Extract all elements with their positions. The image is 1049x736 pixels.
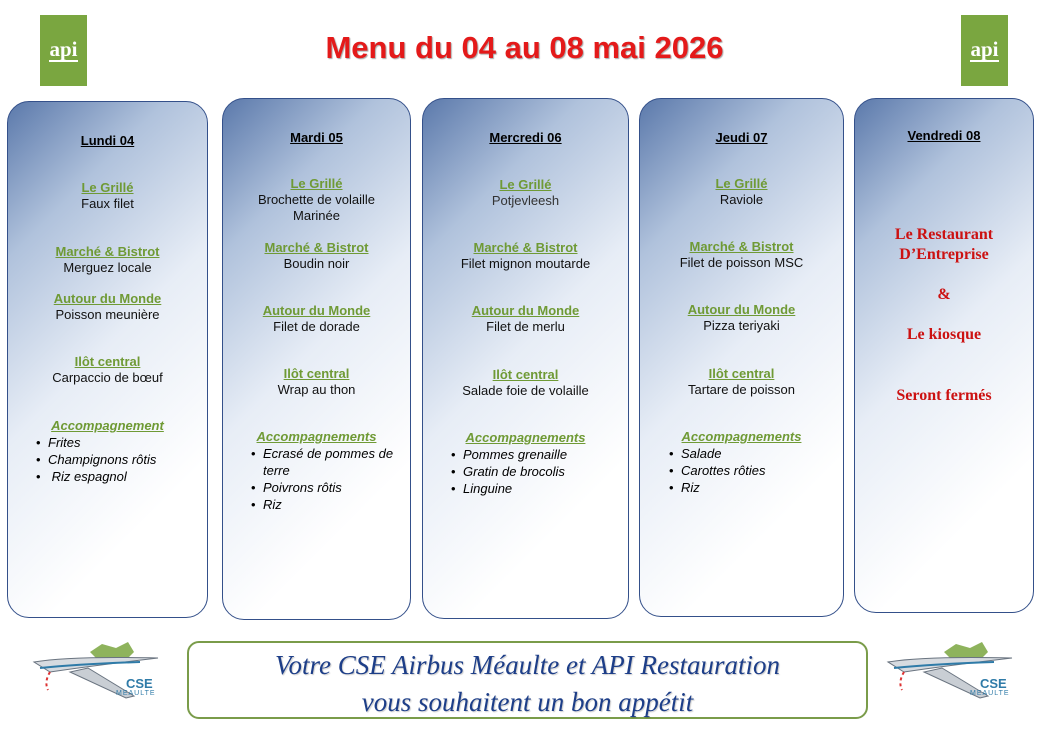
section-grille xyxy=(423,177,628,209)
section-monde xyxy=(223,303,410,335)
section-bistrot xyxy=(640,239,843,271)
dish: Wrap au thon xyxy=(277,382,356,397)
list-item: • Ecrasé de pommes de terre xyxy=(251,445,406,479)
dish: Potjevleesh xyxy=(491,193,560,208)
list-item: • Carottes rôties xyxy=(669,462,766,479)
section-ilot xyxy=(223,366,410,398)
section-monde xyxy=(640,302,843,334)
section-grille xyxy=(223,176,410,224)
dish: Filet de dorade xyxy=(273,319,360,334)
dish: Filet mignon moutarde xyxy=(460,256,591,271)
day-card-monday xyxy=(7,101,208,618)
dish: Filet de poisson MSC xyxy=(679,255,804,270)
day-card-friday xyxy=(854,98,1034,613)
list-item: • Riz xyxy=(669,479,766,496)
cse-logo-right xyxy=(884,638,1009,706)
section-accompagnement xyxy=(423,430,628,446)
side-dish-list xyxy=(251,445,406,513)
dish: Carpaccio de bœuf xyxy=(52,370,163,385)
section-heading: Ilôt central xyxy=(708,366,775,381)
cse-logo-subtext: MEAULTE xyxy=(116,690,156,697)
section-heading: Ilôt central xyxy=(283,366,350,381)
section-heading: Le Grillé xyxy=(715,176,768,191)
day-card-tuesday xyxy=(222,98,411,620)
day-name: Mardi 05 xyxy=(290,130,343,145)
section-heading: Marché & Bistrot xyxy=(55,244,160,259)
section-heading: Autour du Monde xyxy=(53,291,162,306)
dish: Poisson meunière xyxy=(55,307,160,322)
section-bistrot xyxy=(8,244,207,276)
cse-logo-text: CSE xyxy=(980,676,1007,691)
dish: Boudin noir xyxy=(283,256,350,271)
list-item: • Linguine xyxy=(451,480,567,497)
list-item: • Frites xyxy=(36,434,156,451)
day-name: Mercredi 06 xyxy=(489,130,562,145)
section-heading: Le Grillé xyxy=(499,177,552,192)
list-item: • Pommes grenaille xyxy=(451,446,567,463)
section-bistrot xyxy=(423,240,628,272)
day-card-thursday xyxy=(639,98,844,617)
section-monde xyxy=(423,303,628,335)
cse-logo-text: CSE xyxy=(126,676,153,691)
section-heading: Autour du Monde xyxy=(471,303,580,318)
page-title: Menu du 04 au 08 mai 2026 xyxy=(325,30,724,65)
footer-line-2: vous souhaitent un bon appétit xyxy=(361,687,694,717)
section-heading: Accompagnements xyxy=(681,429,802,444)
api-logo-text: api xyxy=(970,37,999,61)
dish: Brochette de volaille xyxy=(257,192,376,207)
day-name: Lundi 04 xyxy=(80,133,135,148)
list-item: • Champignons rôtis xyxy=(36,451,156,468)
section-bistrot xyxy=(223,240,410,272)
closure-notice-line: Le kiosque xyxy=(906,326,982,343)
section-heading: Le Grillé xyxy=(290,176,343,191)
api-logo-text: api xyxy=(49,37,78,61)
footer-line-1: Votre CSE Airbus Méaulte et API Restauration xyxy=(275,650,780,680)
dish: Merguez locale xyxy=(63,260,152,275)
section-heading: Marché & Bistrot xyxy=(473,240,578,255)
section-heading: Accompagnements xyxy=(256,429,377,444)
closure-notice-line: Le Restaurant xyxy=(894,226,994,243)
list-item: • Salade xyxy=(669,445,766,462)
section-grille xyxy=(640,176,843,208)
section-heading: Accompagnements xyxy=(465,430,586,445)
cse-logo-left xyxy=(30,638,155,706)
section-accompagnement xyxy=(8,418,207,434)
section-heading: Ilôt central xyxy=(492,367,559,382)
section-heading: Accompagnement xyxy=(51,418,164,433)
dish: Filet de merlu xyxy=(486,319,565,334)
section-ilot xyxy=(423,367,628,399)
list-item: • Poivrons rôtis xyxy=(251,479,406,496)
cse-logo-subtext: MEAULTE xyxy=(970,690,1010,697)
section-heading: Le Grillé xyxy=(81,180,134,195)
section-ilot xyxy=(640,366,843,398)
side-dish-list xyxy=(669,445,766,496)
side-dish-list xyxy=(36,434,156,485)
section-accompagnement xyxy=(223,429,410,445)
day-name: Vendredi 08 xyxy=(907,128,981,143)
day-name: Jeudi 07 xyxy=(715,130,768,145)
section-heading: Autour du Monde xyxy=(262,303,371,318)
list-item: • Riz xyxy=(251,496,406,513)
dish: Marinée xyxy=(293,208,340,223)
section-heading: Autour du Monde xyxy=(687,302,796,317)
section-heading: Marché & Bistrot xyxy=(689,239,794,254)
dish: Pizza teriyaki xyxy=(703,318,780,333)
list-item: • Gratin de brocolis xyxy=(451,463,567,480)
footer-banner xyxy=(187,641,868,719)
section-accompagnement xyxy=(640,429,843,445)
section-heading: Marché & Bistrot xyxy=(264,240,369,255)
side-dish-list xyxy=(451,446,567,497)
dish: Tartare de poisson xyxy=(688,382,795,397)
closure-notice-line: & xyxy=(937,286,951,303)
section-ilot xyxy=(8,354,207,386)
dish: Salade foie de volaille xyxy=(462,383,589,398)
day-card-wednesday xyxy=(422,98,629,619)
section-grille xyxy=(8,180,207,212)
section-monde xyxy=(8,291,207,323)
closure-notice-line: Seront fermés xyxy=(896,387,992,404)
closure-notice-line: D’Entreprise xyxy=(899,246,989,263)
dish: Faux filet xyxy=(81,196,134,211)
dish: Raviole xyxy=(719,192,764,207)
section-heading: Ilôt central xyxy=(74,354,141,369)
list-item: • Riz espagnol xyxy=(36,468,156,485)
